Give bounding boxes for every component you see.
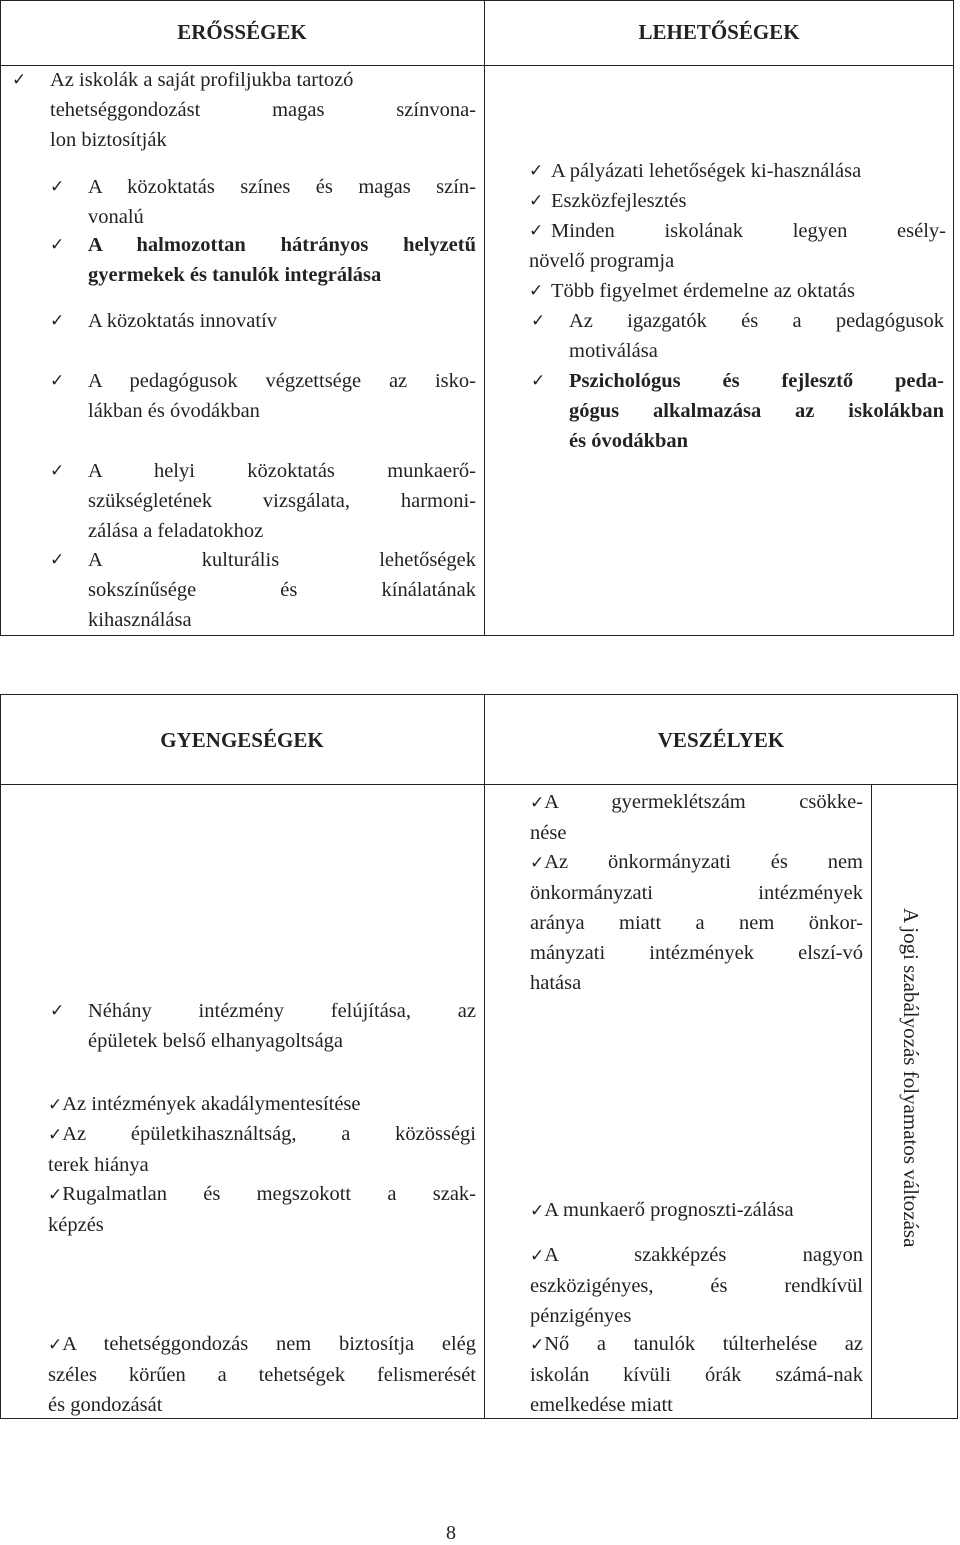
strength-item: ✓ A közoktatás innovatív bbox=[88, 306, 476, 336]
weaknesses-title: GYENGESÉGEK bbox=[160, 728, 324, 752]
page-number: 8 bbox=[446, 1522, 456, 1544]
check-icon: ✓ bbox=[50, 235, 65, 255]
opportunity-item: ✓ Minden iskolának legyen esély- növelő programja bbox=[551, 216, 946, 276]
weakness-item: ✓A tehetséggondozás nem biztosítja elég széles körűen a tehetségek felismerését és gondozását bbox=[48, 1329, 476, 1420]
check-icon: ✓ bbox=[529, 161, 544, 181]
check-icon: ✓ bbox=[531, 371, 546, 391]
check-icon: ✓ bbox=[50, 311, 65, 331]
check-icon: ✓ bbox=[48, 1095, 63, 1115]
strength-item: ✓ A halmozottan hátrányos helyzetű gyermekek és tanulók integrálása bbox=[88, 230, 476, 290]
opportunities-title: LEHETŐSÉGEK bbox=[638, 20, 800, 44]
strength-item: ✓ A közoktatás színes és magas szín- vonalú bbox=[88, 172, 476, 232]
check-icon: ✓ bbox=[530, 1246, 545, 1266]
check-icon: ✓ bbox=[50, 1001, 65, 1021]
check-icon: ✓ bbox=[530, 853, 545, 873]
check-icon: ✓ bbox=[48, 1125, 63, 1145]
strength-item: ✓ Az iskolák a saját profiljukba tartozó tehetséggondozást magas színvona- lon biztosítják bbox=[50, 65, 476, 155]
check-icon: ✓ bbox=[48, 1185, 63, 1205]
threats-title: VESZÉLYEK bbox=[657, 728, 785, 752]
threat-item: ✓A gyermeklétszám csökke- nése bbox=[530, 787, 863, 848]
check-icon: ✓ bbox=[12, 70, 27, 90]
opportunity-item: ✓ Eszközfejlesztés bbox=[551, 186, 946, 216]
check-icon: ✓ bbox=[530, 1201, 545, 1221]
threat-item: ✓Nő a tanulók túlterhelése az iskolán kívüli órák számá-nak emelkedése miatt bbox=[530, 1329, 863, 1420]
header-divider bbox=[1, 784, 957, 785]
opportunity-item: ✓ Pszichológus és fejlesztő peda- gógus alkalmazása az iskolákban és óvodákban bbox=[569, 366, 944, 456]
opportunity-item: ✓ Több figyelmet érdemelne az oktatás bbox=[551, 276, 946, 306]
threat-item: ✓Az önkormányzati és nem önkormányzati intézmények aránya miatt a nem önkor- mányzati intézmények elszí-vó hatása bbox=[530, 847, 863, 998]
column-divider bbox=[484, 1, 485, 635]
weakness-item: ✓Rugalmatlan és megszokott a szak- képzés bbox=[48, 1179, 476, 1240]
check-icon: ✓ bbox=[531, 311, 546, 331]
opportunity-item: ✓ Az igazgatók és a pedagógusok motiválása bbox=[569, 306, 944, 366]
threat-item: ✓A munkaerő prognoszti-zálása bbox=[530, 1195, 863, 1226]
threat-item: ✓A szakképzés nagyon eszközigényes, és rendkívül pénzigényes bbox=[530, 1240, 863, 1331]
check-icon: ✓ bbox=[50, 371, 65, 391]
weakness-item: ✓ Néhány intézmény felújítása, az épületek belső elhanyagoltsága bbox=[88, 996, 476, 1056]
check-icon: ✓ bbox=[530, 793, 545, 813]
column-divider bbox=[484, 695, 485, 1418]
opportunity-item: ✓ A pályázati lehetőségek ki-használása bbox=[551, 156, 946, 186]
column-divider bbox=[871, 784, 872, 1418]
strength-item: ✓ A pedagógusok végzettsége az isko- lákban és óvodákban bbox=[88, 366, 476, 426]
check-icon: ✓ bbox=[529, 191, 544, 211]
weakness-item: ✓Az intézmények akadálymentesítése bbox=[48, 1089, 476, 1120]
strengths-title: ERŐSSÉGEK bbox=[177, 20, 307, 44]
check-icon: ✓ bbox=[50, 177, 65, 197]
weakness-item: ✓Az épületkihasználtság, a közösségi terek hiánya bbox=[48, 1119, 476, 1180]
check-icon: ✓ bbox=[529, 221, 544, 241]
threats-side-note: A jogi szabályozás folyamatos változása bbox=[899, 908, 923, 1248]
strength-item: ✓ A kulturális lehetőségek sokszínűsége és kínálatának kihasználása bbox=[88, 545, 476, 635]
check-icon: ✓ bbox=[50, 550, 65, 570]
strength-item: ✓ A helyi közoktatás munkaerő- szükségletének vizsgálata, harmoni- zálása a feladatokhoz bbox=[88, 456, 476, 546]
check-icon: ✓ bbox=[530, 1335, 545, 1355]
check-icon: ✓ bbox=[48, 1335, 63, 1355]
check-icon: ✓ bbox=[529, 281, 544, 301]
check-icon: ✓ bbox=[50, 461, 65, 481]
